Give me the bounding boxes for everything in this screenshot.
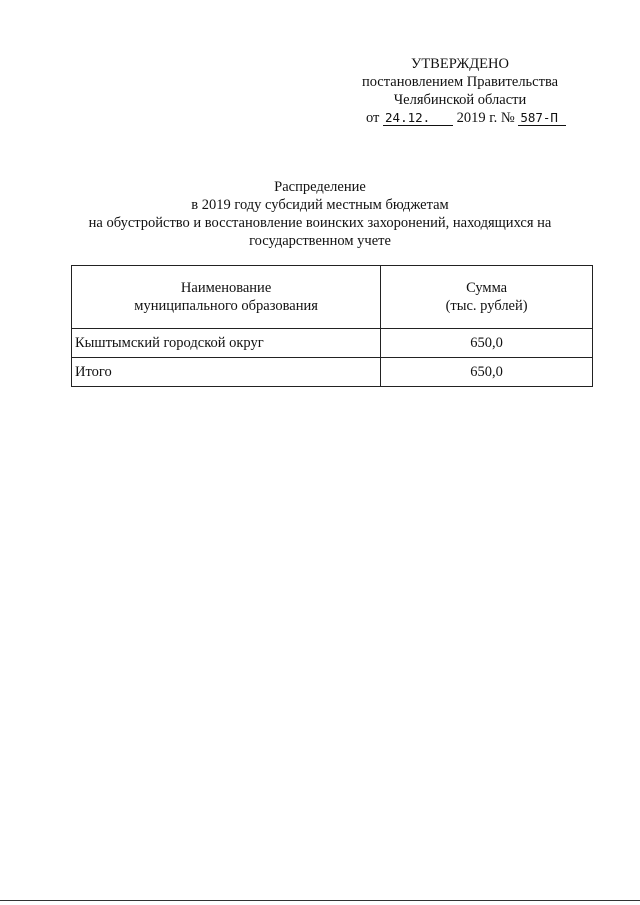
total-label: Итого	[72, 358, 381, 387]
title-line-4: государственном учете	[249, 233, 391, 249]
header-name-line-2: муниципального образования	[134, 298, 318, 314]
title-line-3: на обустройство и восстановление воинских захоронений, находящихся на	[88, 215, 552, 231]
approval-block	[340, 55, 580, 127]
row-sum: 650,0	[381, 329, 593, 358]
table-row-total	[72, 358, 593, 387]
distribution-table	[71, 265, 593, 387]
total-sum: 650,0	[381, 358, 593, 387]
table-row	[72, 329, 593, 358]
year-text: 2019 г. №	[456, 110, 515, 126]
date-prefix: от	[366, 110, 380, 126]
document-number: 587-П	[518, 111, 566, 126]
approval-line-resolution: постановлением Правительства	[361, 74, 559, 90]
row-municipality-name: Кыштымский городской округ	[72, 329, 381, 358]
approval-line-region: Челябинской области	[393, 92, 527, 108]
header-municipality	[72, 266, 381, 329]
document-title	[60, 178, 580, 250]
date-value: 24.12.	[383, 111, 453, 126]
header-sum-line-2: (тыс. рублей)	[445, 298, 528, 314]
approval-date-line	[340, 109, 580, 127]
header-sum	[381, 266, 593, 329]
title-line-1: Распределение	[274, 179, 366, 195]
header-name-line-1: Наименование	[180, 280, 272, 296]
page-bottom-edge	[0, 900, 640, 901]
header-sum-line-1: Сумма	[466, 280, 508, 296]
table-header-row	[72, 266, 593, 329]
title-line-2: в 2019 году субсидий местным бюджетам	[191, 197, 449, 213]
approval-heading: УТВЕРЖДЕНО	[411, 56, 509, 72]
